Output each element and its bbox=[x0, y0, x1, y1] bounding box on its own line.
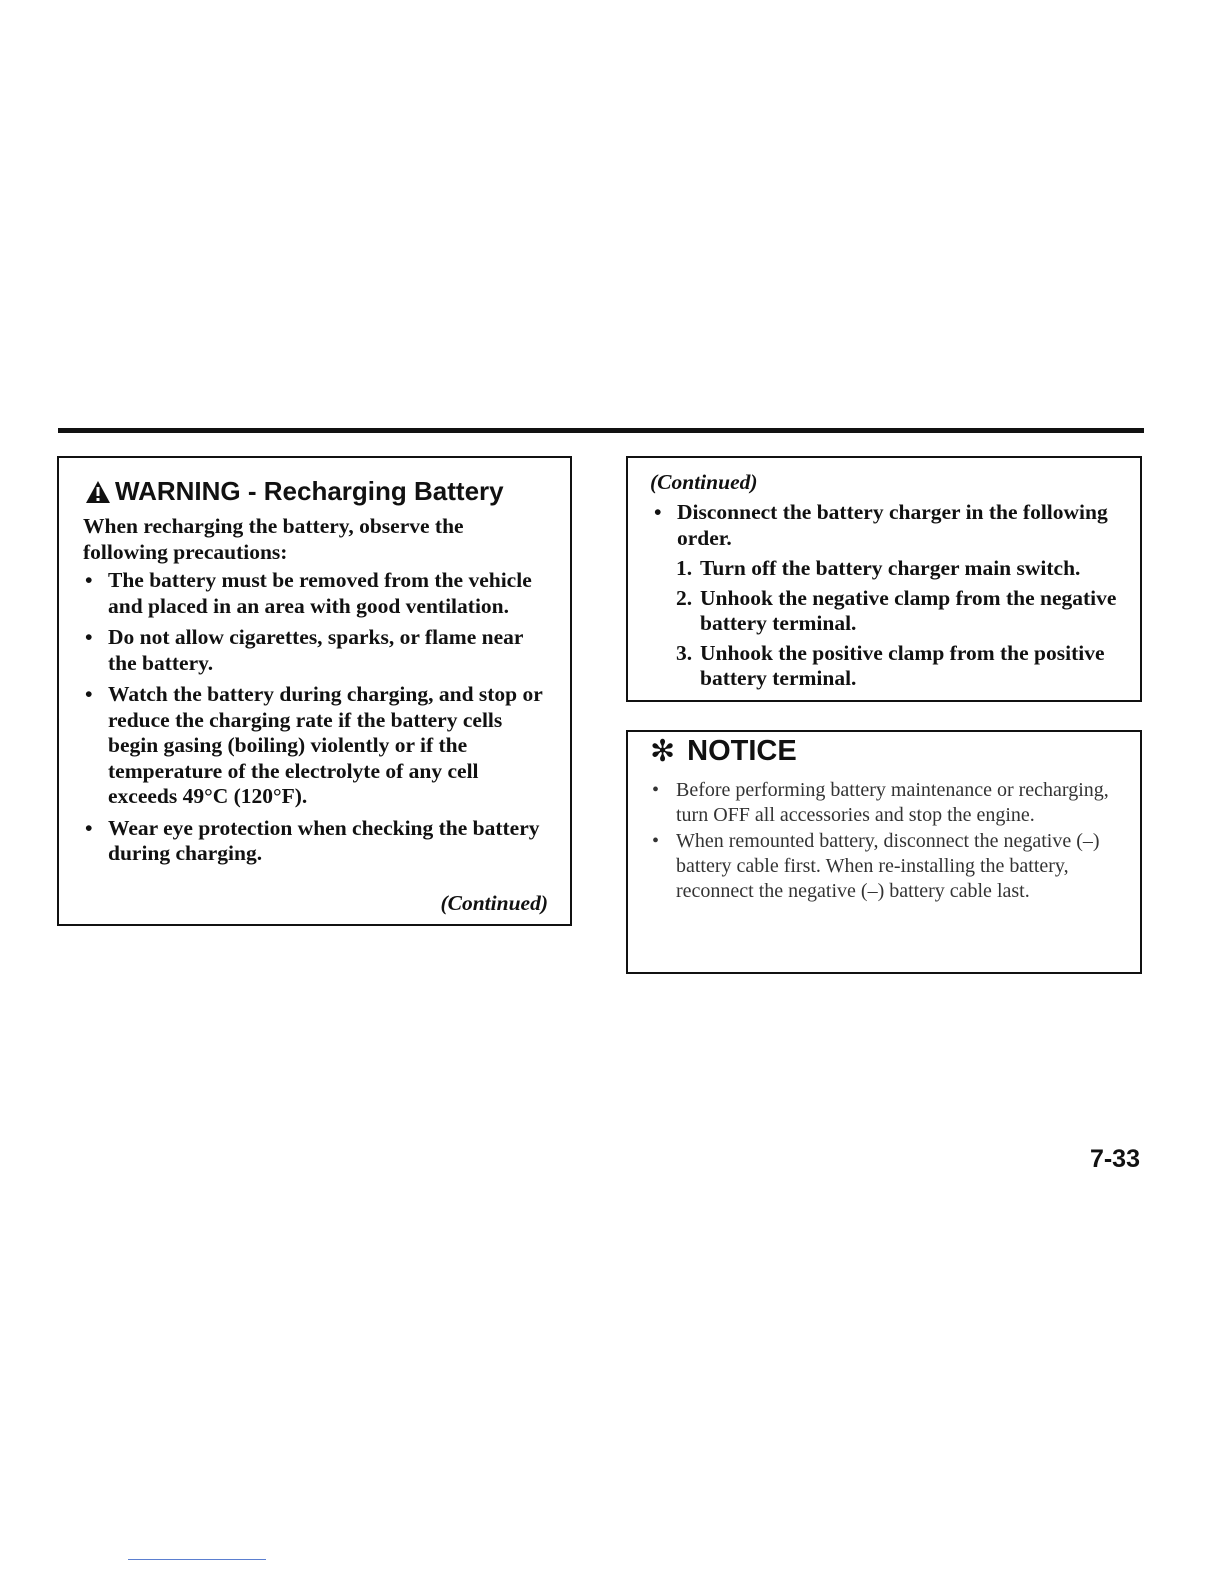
bullet-text: Watch the battery during charging, and stop or reduce the charging rate if the battery cells begin gasing (boiling) violently or if the temperature of the electrolyte of any cell exceeds 49°C (120°F). bbox=[108, 682, 543, 808]
step-text: Turn off the battery charger main switch. bbox=[700, 556, 1081, 580]
bullet-icon: • bbox=[652, 779, 660, 801]
bullet-icon: • bbox=[654, 500, 662, 524]
step-item bbox=[676, 586, 1136, 637]
warning-intro: When recharging the battery, observe the following precautions: bbox=[83, 514, 464, 564]
bullet-icon: • bbox=[85, 625, 93, 649]
warning-triangle-icon bbox=[85, 480, 111, 504]
notice-title: NOTICE bbox=[687, 735, 797, 767]
step-number: 2. bbox=[676, 585, 693, 610]
warning-box bbox=[57, 456, 572, 926]
warning-title: WARNING - Recharging Battery bbox=[115, 476, 504, 506]
step-number: 1. bbox=[676, 556, 693, 580]
step-text: Unhook the negative clamp from the negative battery terminal. bbox=[700, 585, 1117, 635]
bullet-text: Disconnect the battery charger in the following order. bbox=[677, 500, 1108, 550]
bullet-icon: • bbox=[85, 568, 93, 592]
list-item bbox=[83, 625, 553, 676]
step-item bbox=[676, 641, 1136, 692]
step-list bbox=[676, 556, 1136, 696]
page-number: 7-33 bbox=[1089, 1145, 1140, 1173]
bullet-text: Before performing battery maintenance or recharging, turn OFF all accessories and stop the engine. bbox=[676, 779, 1109, 826]
continued-label: (Continued) bbox=[650, 470, 758, 494]
top-rule bbox=[58, 428, 1144, 433]
list-item bbox=[83, 682, 553, 810]
list-item bbox=[650, 829, 1110, 904]
list-item bbox=[83, 816, 553, 867]
bullet-icon: • bbox=[85, 682, 93, 706]
bottom-rule bbox=[128, 1559, 266, 1560]
asterisk-icon: ✻ bbox=[650, 735, 676, 768]
bullet-icon: • bbox=[652, 830, 660, 852]
notice-bullet-list bbox=[650, 778, 1110, 905]
notice-box bbox=[626, 730, 1142, 974]
bullet-text: Wear eye protection when checking the battery during charging. bbox=[108, 815, 540, 865]
warning-bullet-list bbox=[83, 568, 553, 873]
list-item bbox=[650, 778, 1110, 828]
step-text: Unhook the positive clamp from the positive battery terminal. bbox=[700, 640, 1105, 690]
bullet-text: When remounted battery, disconnect the negative (–) battery cable first. When re-installing the battery, reconnect the negative (–) battery cable last. bbox=[676, 830, 1100, 902]
step-item bbox=[676, 556, 1136, 582]
continued-bullet-list bbox=[652, 500, 1132, 557]
bullet-text: Do not allow cigarettes, sparks, or flame near the battery. bbox=[108, 625, 524, 675]
notice-heading bbox=[650, 734, 797, 769]
step-number: 3. bbox=[676, 640, 693, 665]
bullet-icon: • bbox=[85, 815, 93, 840]
bullet-text: The battery must be removed from the vehicle and placed in an area with good ventilation. bbox=[108, 568, 532, 618]
list-item bbox=[83, 568, 553, 619]
list-item bbox=[652, 500, 1132, 551]
warning-heading bbox=[85, 476, 504, 507]
continued-label: (Continued) bbox=[440, 891, 548, 915]
continued-box bbox=[626, 456, 1142, 702]
